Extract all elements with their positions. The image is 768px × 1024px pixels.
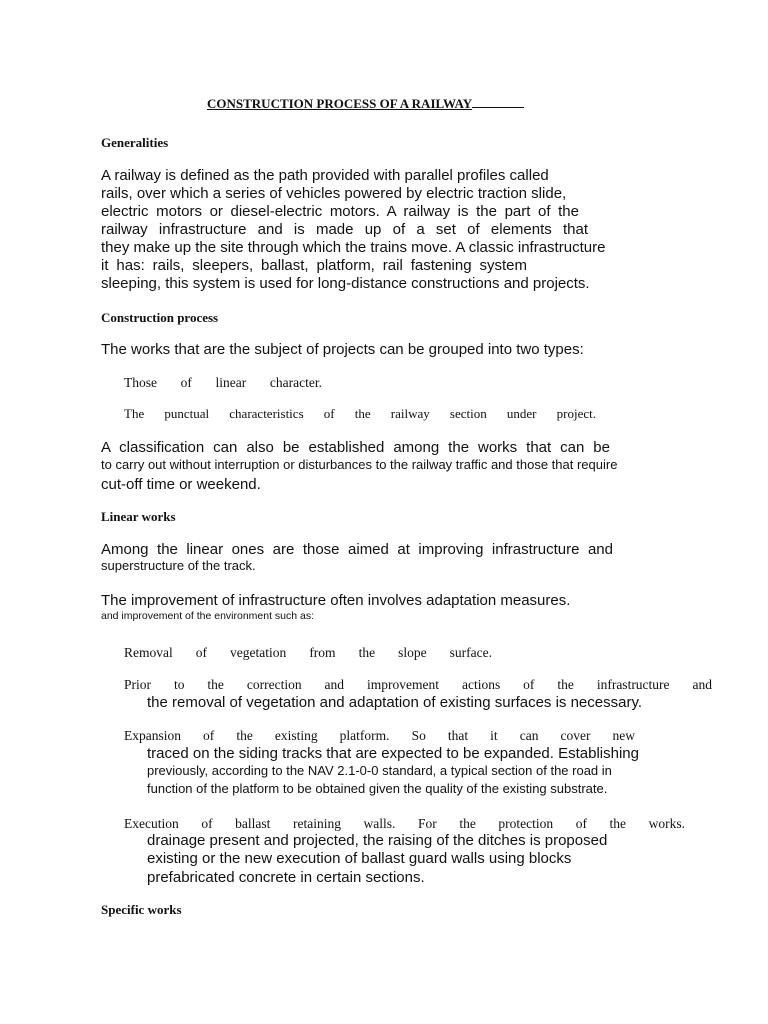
- title-underline-tail: [472, 95, 524, 108]
- classification-line-1: A classification can also be established among the works that can be: [101, 439, 610, 456]
- generalities-line-5: they make up the site through which the trains move. A classic infrastructure: [101, 239, 606, 256]
- heading-generalities: Generalities: [101, 135, 169, 150]
- linear-item-prior-line-1: Prior to the correction and improvement actions of the infrastructure and: [124, 677, 712, 692]
- linear-item-execution-line-2: drainage present and projected, the raising of the ditches is proposed: [147, 832, 608, 849]
- linear-item-removal: Removal of vegetation from the slope surface.: [124, 645, 492, 660]
- heading-construction-process: Construction process: [101, 310, 219, 325]
- construction-intro: The works that are the subject of projects can be grouped into two types:: [101, 341, 584, 358]
- linear-item-prior-line-2: the removal of vegetation and adaptation of existing surfaces is necessary.: [147, 694, 643, 711]
- linear-p2-line-1: The improvement of infrastructure often involves adaptation measures.: [101, 592, 571, 609]
- generalities-line-2: rails, over which a series of vehicles powered by electric traction slide,: [101, 185, 567, 202]
- generalities-line-7: sleeping, this system is used for long-distance constructions and projects.: [101, 275, 590, 292]
- heading-specific-works: Specific works: [101, 902, 182, 917]
- linear-item-expansion-line-3: previously, according to the NAV 2.1-0-0 standard, a typical section of the road in: [147, 763, 612, 778]
- classification-line-3: cut-off time or weekend.: [101, 476, 261, 493]
- generalities-line-4: railway infrastructure and is made up of a set of elements that: [101, 221, 588, 238]
- generalities-line-3: electric motors or diesel-electric motors. A railway is the part of the: [101, 203, 579, 220]
- construction-item-2: The punctual characteristics of the railway section under project.: [124, 406, 596, 421]
- linear-p2-line-2: and improvement of the environment such as:: [101, 610, 315, 622]
- linear-item-expansion-line-1: Expansion of the existing platform. So that it can cover new: [124, 728, 635, 743]
- document-title: [207, 95, 524, 112]
- linear-item-execution-line-1: Execution of ballast retaining walls. For the protection of the works.: [124, 816, 685, 831]
- linear-item-execution-line-4: prefabricated concrete in certain sections.: [147, 869, 425, 886]
- linear-item-expansion-line-4: function of the platform to be obtained given the quality of the existing substrate.: [147, 781, 608, 796]
- construction-item-1: Those of linear character.: [124, 375, 322, 390]
- generalities-line-6: it has: rails, sleepers, ballast, platform, rail fastening system: [101, 257, 527, 274]
- generalities-line-1: A railway is defined as the path provided with parallel profiles called: [101, 167, 549, 184]
- linear-p1-line-2: superstructure of the track.: [101, 558, 256, 573]
- document-title-text: CONSTRUCTION PROCESS OF A RAILWAY: [207, 96, 473, 111]
- heading-linear-works: Linear works: [101, 509, 176, 524]
- linear-item-expansion-line-2: traced on the siding tracks that are expected to be expanded. Establishing: [147, 745, 639, 762]
- linear-item-execution-line-3: existing or the new execution of ballast guard walls using blocks: [147, 850, 572, 867]
- linear-p1-line-1: Among the linear ones are those aimed at improving infrastructure and: [101, 541, 613, 558]
- classification-line-2: to carry out without interruption or disturbances to the railway traffic and those that require: [101, 457, 618, 472]
